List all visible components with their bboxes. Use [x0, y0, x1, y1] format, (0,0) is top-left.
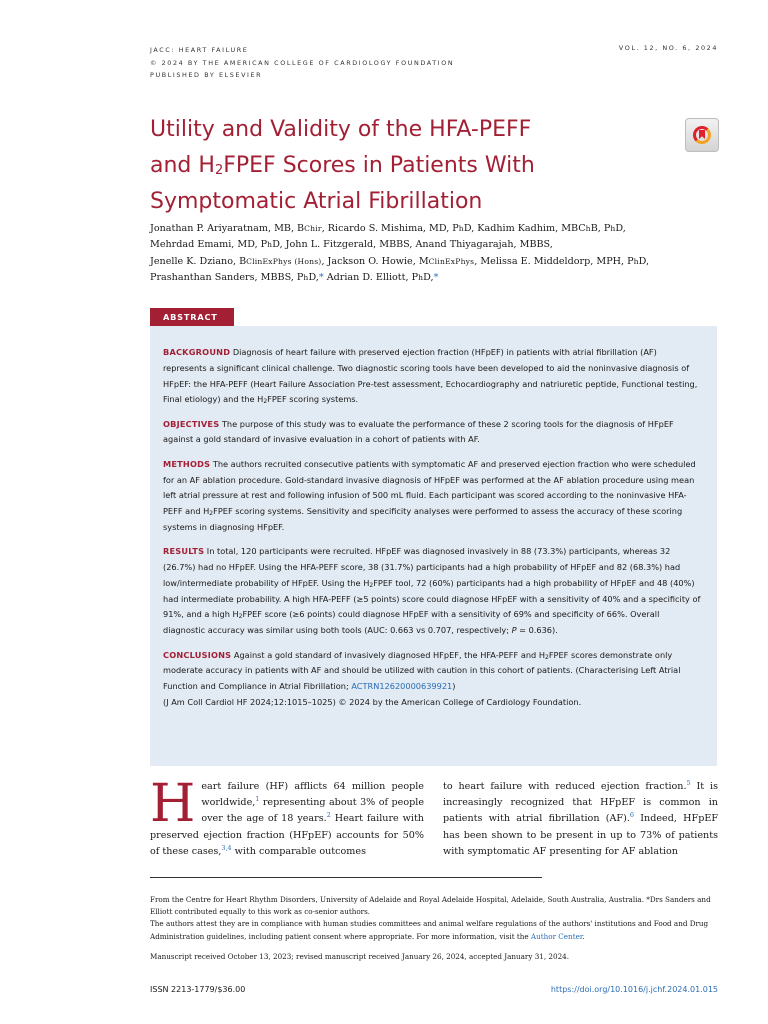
- body-text: It is increasingly recognized that HFpEF is common in patients with atrial fibrillation (AF).: [443, 781, 718, 825]
- footnote-gap: [150, 943, 720, 951]
- author-degree: h: [633, 256, 639, 266]
- reference-link[interactable]: 1: [255, 795, 260, 804]
- body-text: representing about 3% of people over the age of 18 years.: [201, 797, 424, 825]
- publisher-line: PUBLISHED BY ELSEVIER: [150, 71, 263, 79]
- co-senior-footnote-link[interactable]: *: [318, 271, 324, 283]
- author-degree: ClinExPhys: [428, 256, 475, 266]
- author-text: D, Kadhim Kadhim, MBC: [463, 223, 586, 234]
- subscript: 2: [238, 613, 243, 621]
- section-text: FPEF scoring systems. Sensitivity and specificity analyses were performed to assess the accuracy of these scoring systems in diagnosing HFpEF.: [163, 506, 683, 532]
- author-text: D,: [638, 255, 650, 267]
- abstract-methods: [163, 457, 703, 536]
- author-degree: ClinExPhys (Hons): [246, 256, 322, 266]
- section-heading: CONCLUSIONS: [163, 649, 232, 660]
- volume-info: VOL. 12, NO. 6, 2024: [618, 44, 718, 52]
- subscript: 2: [544, 653, 549, 661]
- section-text: FPEF scoring systems.: [267, 394, 359, 405]
- trial-registry-link[interactable]: ACTRN12620000639921: [351, 681, 453, 692]
- section-text: The purpose of this study was to evaluate the performance of these 2 scoring tools for the diagnosis of HFpEF against a gold standard of invasive evaluation in a cohort of patients with AF.: [163, 418, 674, 445]
- section-heading: RESULTS: [163, 546, 205, 557]
- author-text: D,: [615, 223, 626, 234]
- author-degree: h: [458, 224, 464, 233]
- copyright-line: © 2024 BY THE AMERICAN COLLEGE OF CARDIOLOGY FOUNDATION: [150, 58, 455, 67]
- body-text: with comparable outcomes: [231, 845, 366, 857]
- section-text: FPEF score (≥6 points) could diagnose HFpEF with a sensitivity of 69% and specificity of 66%. Overall diagnostic accuracy was similar using both tools (AUC: 0.663 vs 0.707, respectively;: [163, 609, 660, 636]
- section-text: The authors recruited consecutive patients with symptomatic AF and preserved ejection fraction who were scheduled for an AF ablation procedure. Gold-standard invasive diagnosis of HFpEF was performed at the AF ablation procedure using mean left atrial pressure at rest and following infusion of 500 mL fluid. Each participant was scored according to the noninvasive HFA-PEFF and H: [163, 458, 696, 517]
- footnote-text: The authors attest they are in compliance with human studies committees and animal welfare regulations of the authors' institutions and Food and Drug Administration guidelines, including patient consent where appropriate. For more information, visit the: [150, 919, 709, 941]
- body-text: eart failure (HF) afflicts 64 million people worldwide,: [201, 781, 424, 809]
- title-line-2-end: FPEF Scores in Patients With: [223, 153, 535, 178]
- author-list: [150, 221, 735, 286]
- article-title: [150, 112, 670, 220]
- title-subscript: 2: [214, 163, 224, 178]
- author-text: Prashanthan Sanders, MBBS, P: [150, 271, 304, 283]
- reference-link[interactable]: 6: [629, 811, 634, 820]
- journal-header: [150, 44, 454, 82]
- author-degree: h: [303, 272, 309, 282]
- section-text: In total, 120 participants were recruited. HFpEF was diagnosed invasively in 88 (73.3%) participants, whereas 32 (26.7%) had no HFpEF. Using the HFA-PEFF score, 38 (31.7%) participants had a high probability of HFpEF and 82 (68.3%) had low/intermediate probability of HFpEF. Using the H: [163, 546, 681, 588]
- abstract-results: [163, 544, 703, 639]
- author-text: , Melissa E. Middeldorp, MPH, P: [474, 255, 634, 267]
- section-heading: OBJECTIVES: [163, 418, 220, 429]
- author-degree: Chir: [304, 224, 322, 233]
- body-column-2: [443, 779, 718, 860]
- author-text: Jenelle K. Dziano, B: [150, 255, 247, 267]
- p-value-symbol: P: [511, 625, 517, 636]
- section-heading: METHODS: [163, 458, 211, 469]
- drop-cap: H: [150, 774, 196, 834]
- affiliation-note: From the Centre for Heart Rhythm Disorders, University of Adelaide and Royal Adelaide Hospital, Adelaide, South Australia, Australia. *Drs Sanders and Elliott contributed equally to this work as co-senior authors.: [150, 895, 711, 917]
- author-text: D,: [308, 271, 319, 283]
- journal-name: JACC: HEART FAILURE: [150, 46, 249, 54]
- co-senior-footnote-link[interactable]: *: [433, 271, 439, 283]
- abstract-background: [163, 345, 703, 408]
- author-text: Adrian D. Elliott, P: [323, 271, 419, 283]
- doi-link[interactable]: https://doi.org/10.1016/j.jchf.2024.01.015: [550, 985, 718, 994]
- reference-link[interactable]: 2: [326, 811, 331, 820]
- footnote-divider: [150, 877, 542, 878]
- received-note: Manuscript received October 13, 2023; revised manuscript received January 26, 2024, accepted January 31, 2024.: [150, 951, 570, 961]
- reference-link[interactable]: 3,4: [221, 843, 232, 852]
- author-degree: h: [585, 224, 591, 233]
- author-text: Mehrdad Emami, MD, P: [150, 239, 268, 251]
- issn: ISSN 2213-1779/$36.00: [150, 985, 246, 994]
- abstract-objectives: [163, 417, 703, 449]
- author-degree: h: [267, 240, 273, 250]
- subscript: 2: [209, 510, 214, 518]
- author-text: , Jackson O. Howie, M: [321, 255, 429, 267]
- reference-link[interactable]: 5: [686, 779, 691, 787]
- abstract-conclusions: [163, 648, 703, 711]
- author-text: , Ricardo S. Mishima, MD, P: [321, 223, 459, 234]
- footnotes: [150, 894, 720, 963]
- subscript: 2: [263, 398, 268, 406]
- section-text: FPEF tool, 72 (60%) participants had a high probability of HFpEF and 48 (40%) had intermediate probability. A high HFA-PEFF (≥5 points) score could diagnose HFpEF with a sensitivity of 40% and a specificity of 91%, and a high H: [163, 577, 701, 620]
- author-center-link[interactable]: Author Center: [530, 931, 583, 941]
- compliance-note: [150, 918, 720, 942]
- journal-citation: (J Am Coll Cardiol HF 2024;12:1015–1025) © 2024 by the American College of Cardiology Foundation.: [163, 696, 582, 707]
- section-text: Against a gold standard of invasively diagnosed HFpEF, the HFA-PEFF and H: [233, 649, 545, 660]
- section-text: FPEF scores demonstrate only moderate accuracy in patients with AF and should be utilized with caution in this cohort of patients. (Characterising Left Atrial Function and Compliance in Atrial Fibrillation;: [163, 649, 681, 692]
- body-column-1: [150, 774, 424, 860]
- section-text: ): [452, 681, 456, 692]
- author-text: Jonathan P. Ariyaratnam, MB, B: [150, 223, 305, 234]
- section-text: Diagnosis of heart failure with preserved ejection fraction (HFpEF) in patients with atrial fibrillation (AF) represents a significant clinical challenge. Two diagnostic scoring tools have been developed to aid the noninvasive diagnosis of HFpEF: the HFA-PEFF (Heart Failure Association Pre-test assessment, Echocardiography and natriuretic peptide, Functional testing, Final etiology) and the H: [163, 347, 698, 405]
- title-line-3: Symptomatic Atrial Fibrillation: [150, 189, 483, 214]
- title-line-1: Utility and Validity of the HFA-PEFF: [150, 117, 532, 142]
- author-degree: h: [418, 272, 424, 282]
- author-text: D, John L. Fitzgerald, MBBS, Anand Thiyagarajah, MBBS,: [272, 239, 553, 251]
- title-line-2-start: and H: [150, 153, 215, 178]
- author-text: D,: [423, 271, 434, 283]
- body-text: Indeed, HFpEF has been shown to be present in up to 73% of patients with symptomatic AF presenting for AF ablation: [443, 813, 718, 857]
- author-text: B, P: [590, 223, 611, 234]
- section-heading: BACKGROUND: [163, 347, 231, 357]
- crossmark-icon[interactable]: [685, 118, 719, 152]
- abstract-box: [150, 326, 717, 766]
- footnote-text: .: [582, 931, 585, 941]
- author-degree: h: [610, 224, 616, 233]
- abstract-tab: ABSTRACT: [150, 308, 234, 326]
- body-text: Heart failure with preserved ejection fraction (HFpEF) accounts for 50% of these cases,: [150, 813, 424, 857]
- subscript: 2: [369, 581, 374, 589]
- section-text: = 0.636).: [516, 625, 558, 636]
- body-text: to heart failure with reduced ejection fraction.: [443, 781, 687, 792]
